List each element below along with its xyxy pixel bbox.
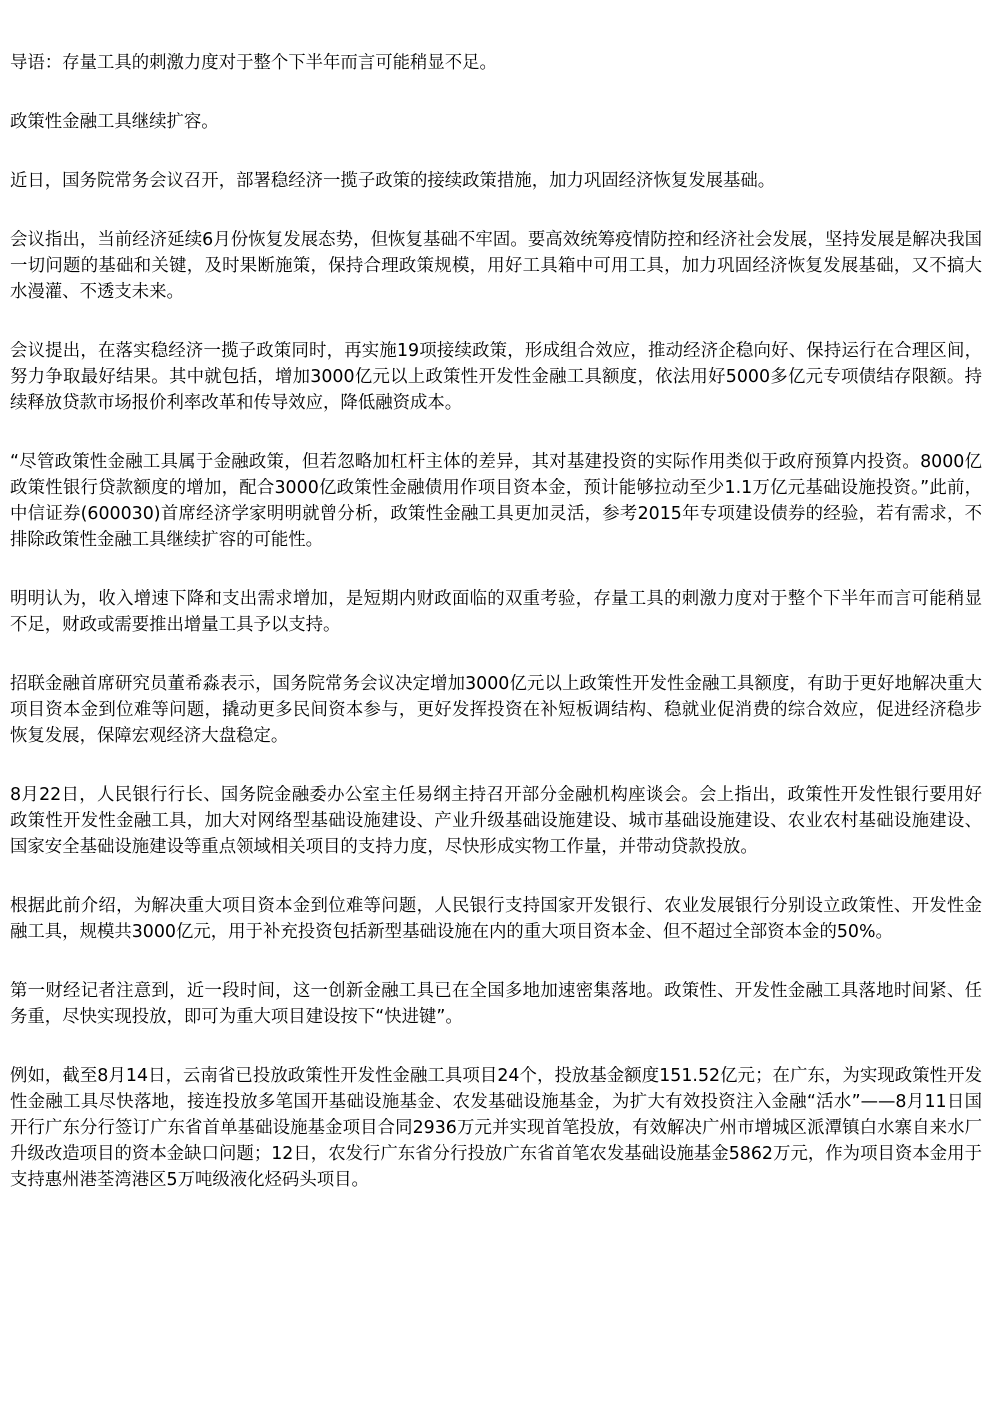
article-paragraph: 8月22日，人民银行行长、国务院金融委办公室主任易纲主持召开部分金融机构座谈会。会上指出，政策性开发性银行要用好政策性开发性金融工具，加大对网络型基础设施建设、产业升级基础设施建设、城市基础设施建设、农业农村基础设施建设、国家安全基础设施建设等重点领域相关项目的支持力度，尽快形成实物工作量，并带动贷款投放。 bbox=[10, 785, 982, 857]
article-paragraph: 会议指出，当前经济延续6月份恢复发展态势，但恢复基础不牢固。要高效统筹疫情防控和经济社会发展，坚持发展是解决我国一切问题的基础和关键，及时果断施策，保持合理政策规模，用好工具箱中可用工具，加力巩固经济恢复发展基础，又不搞大水漫灌、不透支未来。 bbox=[10, 230, 982, 302]
article-paragraph: 根据此前介绍，为解决重大项目资本金到位难等问题，人民银行支持国家开发银行、农业发展银行分别设立政策性、开发性金融工具，规模共3000亿元，用于补充投资包括新型基础设施在内的重大项目资本金、但不超过全部资本金的50%。 bbox=[10, 896, 982, 942]
article-paragraph: 例如，截至8月14日，云南省已投放政策性开发性金融工具项目24个，投放基金额度151.52亿元；在广东，为实现政策性开发性金融工具尽快落地，接连投放多笔国开基础设施基金、农发基础设施基金，为扩大有效投资注入金融“活水”——8月11日国开行广东分行签订广东省首单基础设施基金项目合同2936万元并实现首笔投放，有效解决广州市增城区派潭镇白水寨自来水厂升级改造项目的资本金缺口问题；12日，农发行广东省分行投放广东省首笔农发基础设施基金5862万元，作为项目资本金用于支持惠州港荃湾港区5万吨级液化烃码头项目。 bbox=[10, 1066, 982, 1190]
article-paragraph: 政策性金融工具继续扩容。 bbox=[10, 112, 219, 132]
article-paragraph: 近日，国务院常务会议召开，部署稳经济一揽子政策的接续政策措施，加力巩固经济恢复发展基础。 bbox=[10, 171, 776, 191]
article-paragraph: “尽管政策性金融工具属于金融政策，但若忽略加杠杆主体的差异，其对基建投资的实际作用类似于政府预算内投资。8000亿政策性银行贷款额度的增加，配合3000亿政策性金融债用作项目资本金，预计能够拉动至少1.1万亿元基础设施投资。”此前，中信证券(600030)首席经济学家明明就曾分析，政策性金融工具更加灵活，参考2015年专项建设债券的经验，若有需求，不排除政策性金融工具继续扩容的可能性。 bbox=[10, 452, 982, 550]
article-paragraph: 招联金融首席研究员董希淼表示，国务院常务会议决定增加3000亿元以上政策性开发性金融工具额度，有助于更好地解决重大项目资本金到位难等问题，撬动更多民间资本参与，更好发挥投资在补短板调结构、稳就业促消费的综合效应，促进经济稳步恢复发展，保障宏观经济大盘稳定。 bbox=[10, 674, 982, 746]
article-paragraph: 明明认为，收入增速下降和支出需求增加，是短期内财政面临的双重考验，存量工具的刺激力度对于整个下半年而言可能稍显不足，财政或需要推出增量工具予以支持。 bbox=[10, 589, 982, 635]
article-paragraph: 会议提出，在落实稳经济一揽子政策同时，再实施19项接续政策，形成组合效应，推动经济企稳向好、保持运行在合理区间，努力争取最好结果。其中就包括，增加3000亿元以上政策性开发性金融工具额度，依法用好5000多亿元专项债结存限额。持续释放贷款市场报价利率改革和传导效应，降低融资成本。 bbox=[10, 341, 982, 413]
article-paragraph: 第一财经记者注意到，近一段时间，这一创新金融工具已在全国多地加速密集落地。政策性、开发性金融工具落地时间紧、任务重，尽快实现投放，即可为重大项目建设按下“快进键”。 bbox=[10, 981, 982, 1027]
article-lead: 导语：存量工具的刺激力度对于整个下半年而言可能稍显不足。 bbox=[10, 53, 497, 73]
